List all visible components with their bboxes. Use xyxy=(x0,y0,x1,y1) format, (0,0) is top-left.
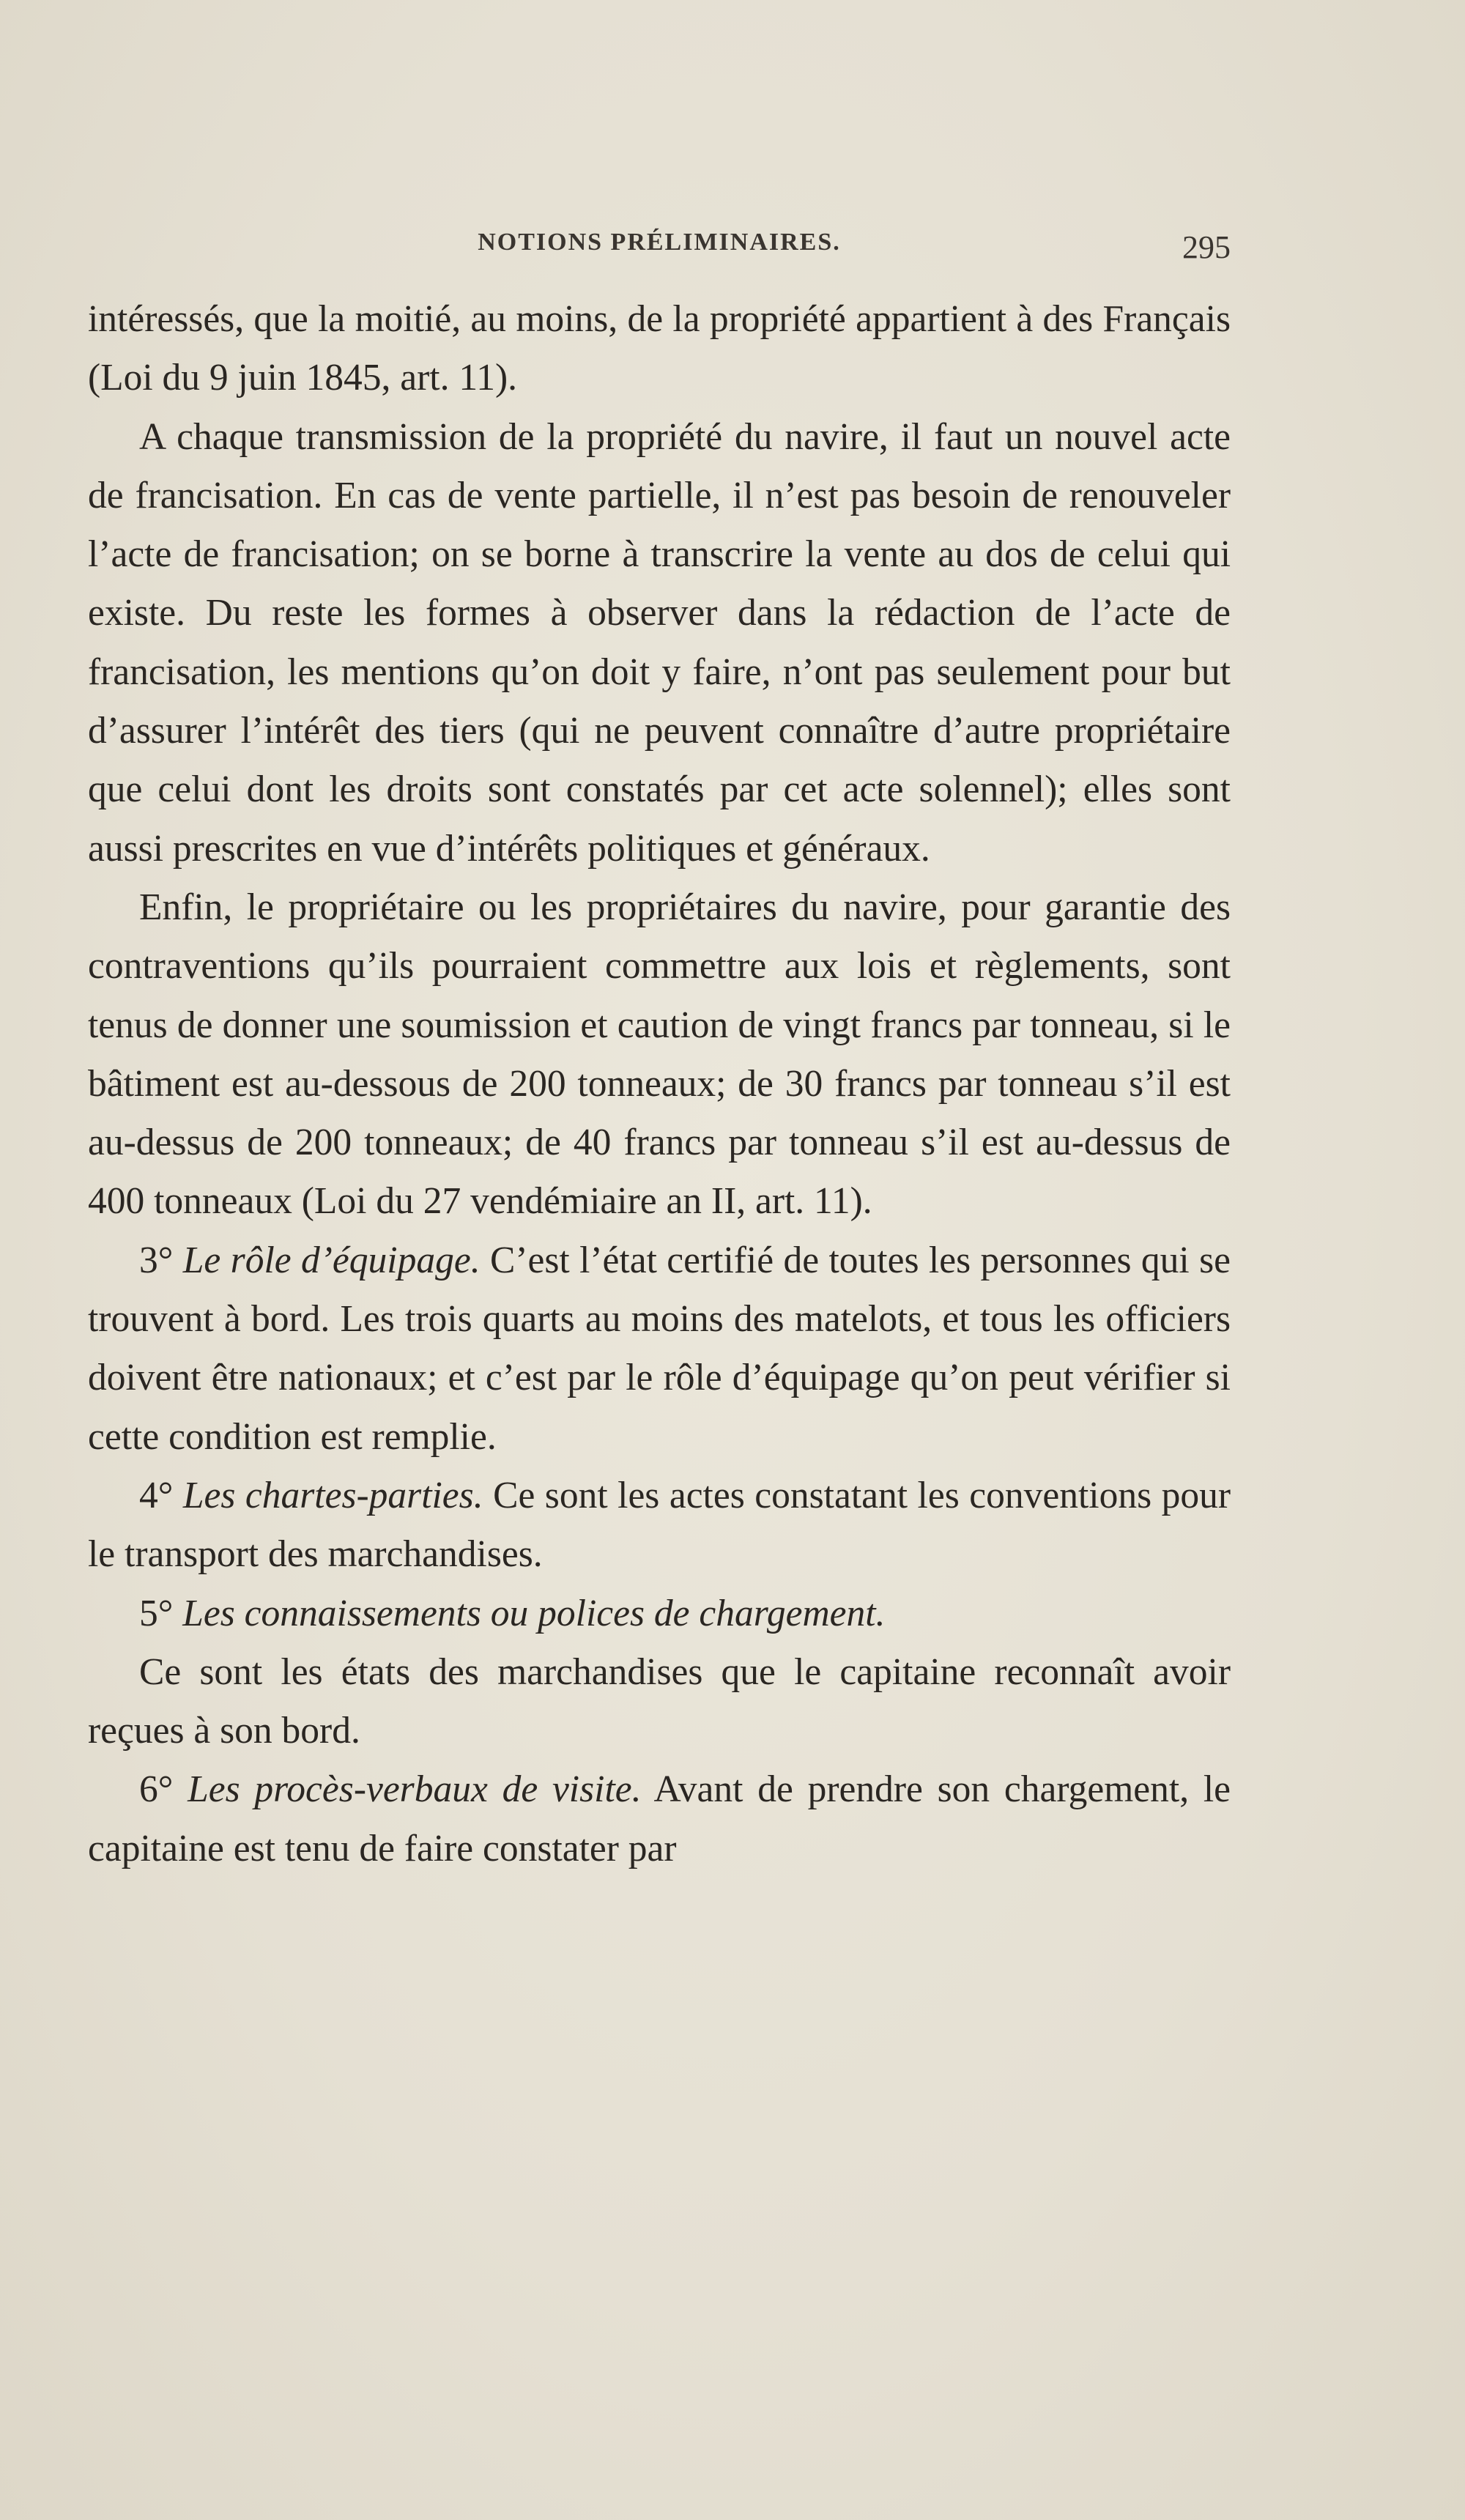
paragraph-caution xyxy=(88,878,1231,1231)
item-title: Les procès-verbaux de visite. xyxy=(188,1768,642,1811)
paragraph-text: A chaque transmission de la propriété du navire, il faut un nouvel acte de francisation. En cas de vente partielle, il n’est pas besoin de renouveler l’acte de francisation; on se borne à transcrire la vente au dos de celui qui existe. Du reste les formes à observer dans la rédaction de l’acte de francisation, les mentions qu’on doit y faire, n’ont pas seulement pour but d’assurer l’intérêt des tiers (qui ne peuvent connaître d’autre propriétaire que celui dont les droits sont constatés par cet acte solennel); elles sont aussi prescrites en vue d’intérêts politiques et généraux. xyxy=(88,415,1231,870)
item-number: 6° xyxy=(139,1768,174,1811)
paragraph-francisation xyxy=(88,408,1231,878)
paragraph-chartes-parties xyxy=(88,1467,1231,1585)
item-number: 3° xyxy=(139,1239,174,1281)
paragraph-text: Ce sont les états des marchandises que le capitaine reconnaît avoir reçues à son bord. xyxy=(88,1650,1231,1752)
running-title: NOTIONS PRÉLIMINAIRES. xyxy=(478,229,841,256)
paragraph-text: Avant de prendre son chargement, le capitaine est tenu de faire constater par xyxy=(88,1768,1231,1869)
item-title: Le rôle d’équipage. xyxy=(182,1239,481,1281)
running-head xyxy=(88,229,1231,265)
paragraph-connaissements-heading xyxy=(88,1585,1231,1643)
paragraph-text: C’est l’état certifié de toutes les personnes qui se trouvent à bord. Les trois quarts au moins des matelots, et tous les officiers doivent être nationaux; et c’est par le rôle d’équipage qu’on peut vérifier si cette condition est remplie. xyxy=(88,1239,1231,1458)
body-text xyxy=(88,290,1231,1878)
paragraph-proces-verbaux xyxy=(88,1760,1231,1878)
page-number: 295 xyxy=(1182,229,1231,265)
paragraph-connaissements-definition xyxy=(88,1643,1231,1761)
item-title: Les chartes-parties. xyxy=(182,1474,483,1516)
item-number: 4° xyxy=(139,1474,174,1516)
paragraph-text: intéressés, que la moitié, au moins, de la propriété appartient à des Français (Loi du 9 juin 1845, art. 11). xyxy=(88,298,1231,399)
item-number: 5° xyxy=(139,1592,174,1634)
paragraph-text: Enfin, le propriétaire ou les propriétaires du navire, pour garantie des contraventions qu’ils pourraient commettre aux lois et règlements, sont tenus de donner une soumission et caution de vingt francs par tonneau, si le bâtiment est au-dessous de 200 tonneaux; de 30 francs par tonneau s’il est au-dessus de 200 tonneaux; de 40 francs par tonneau s’il est au-dessus de 400 tonneaux (Loi du 27 vendémiaire an II, art. 11). xyxy=(88,886,1231,1223)
paragraph-text: Ce sont les actes constatant les conventions pour le transport des marchandises. xyxy=(88,1474,1231,1576)
paragraph-continued xyxy=(88,290,1231,408)
paragraph-role-equipage xyxy=(88,1231,1231,1467)
item-title: Les connaissements ou polices de chargement. xyxy=(182,1592,886,1634)
